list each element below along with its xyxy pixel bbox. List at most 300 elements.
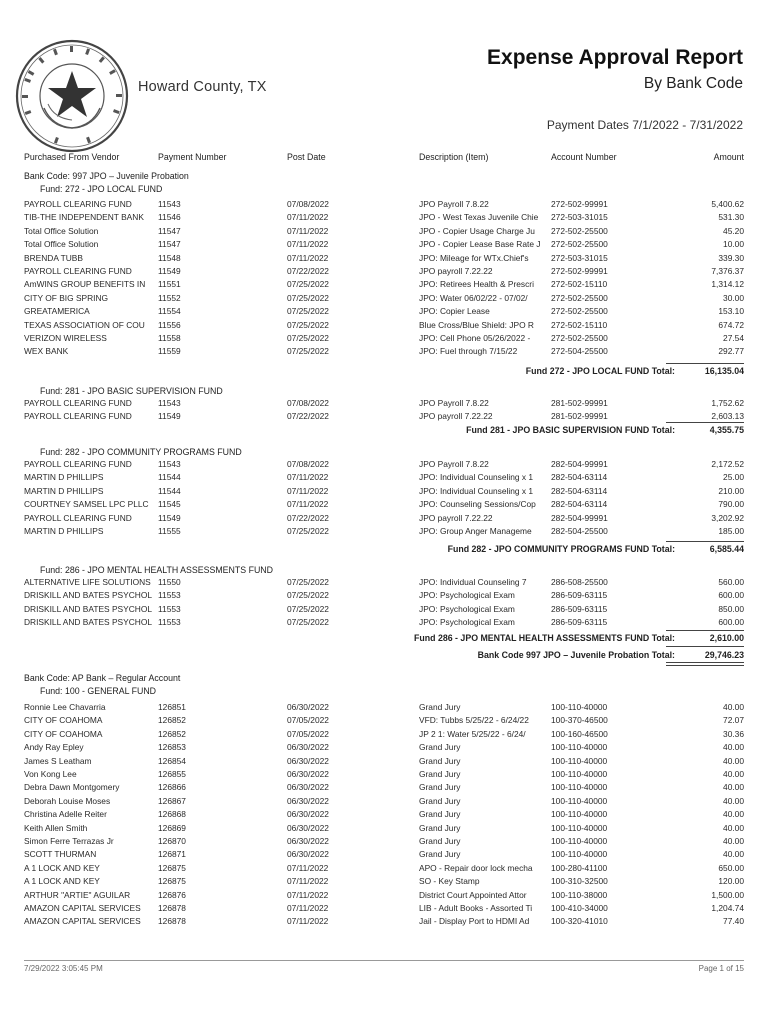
- vendor-name: SCOTT THURMAN: [24, 849, 97, 860]
- amount: 40.00: [723, 702, 744, 712]
- item-description: Grand Jury: [419, 742, 461, 753]
- fund-total-label: Fund 272 - JPO LOCAL FUND Total:: [525, 366, 675, 376]
- post-date: 07/25/2022: [287, 292, 329, 303]
- account-number: 282-504-63114: [551, 472, 608, 483]
- item-description: JPO: Individual Counseling x 1: [419, 472, 534, 483]
- post-date: 06/30/2022: [287, 836, 329, 846]
- account-number: 100-320-41010: [551, 916, 608, 927]
- item-description: Grand Jury: [419, 702, 461, 712]
- payment-number: 126852: [158, 715, 186, 726]
- item-description: Blue Cross/Blue Shield: JPO R: [419, 319, 534, 330]
- amount: 185.00: [718, 526, 744, 536]
- vendor-name: TIB-THE INDEPENDENT BANK: [24, 212, 144, 223]
- fund-total-amount: 6,585.44: [709, 544, 744, 554]
- payment-number: 11553: [158, 617, 181, 628]
- amount: 40.00: [723, 782, 744, 793]
- account-number: 286-509-63115: [551, 603, 608, 614]
- col-header-payment-number: Payment Number: [158, 152, 227, 162]
- post-date: 06/30/2022: [287, 809, 329, 820]
- item-description: Grand Jury: [419, 849, 461, 860]
- payment-number: 126855: [158, 769, 186, 779]
- subtotal-rule: [666, 422, 744, 423]
- vendor-name: BRENDA TUBB: [24, 252, 83, 263]
- amount: 1,204.74: [711, 903, 744, 913]
- payment-number: 11559: [158, 346, 181, 357]
- table-row: [0, 199, 770, 212]
- amount: 153.10: [718, 306, 744, 317]
- item-description: JPO: Counseling Sessions/Cop: [419, 499, 536, 510]
- vendor-name: AMAZON CAPITAL SERVICES: [24, 903, 141, 913]
- post-date: 07/25/2022: [287, 617, 329, 628]
- payment-number: 126866: [158, 782, 186, 793]
- account-number: 272-502-25500: [551, 333, 608, 343]
- vendor-name: Deborah Louise Moses: [24, 795, 111, 806]
- table-row: [0, 346, 770, 359]
- fund-label: Fund: 286 - JPO MENTAL HEALTH ASSESSMENTS FUND: [40, 565, 274, 575]
- amount: 7,376.37: [711, 266, 744, 276]
- amount: 850.00: [718, 603, 744, 614]
- table-row: [0, 526, 770, 539]
- table-row: [0, 823, 770, 836]
- payment-number: 126875: [158, 862, 186, 873]
- account-number: 100-310-32500: [551, 876, 608, 887]
- post-date: 06/30/2022: [287, 769, 329, 779]
- account-number: 272-502-25500: [551, 306, 608, 317]
- amount: 560.00: [718, 577, 744, 587]
- payment-number: 11551: [158, 279, 181, 290]
- table-row: [0, 293, 770, 306]
- amount: 2,603.13: [711, 411, 744, 422]
- col-header-account-number: Account Number: [551, 152, 617, 162]
- amount: 790.00: [718, 499, 744, 510]
- amount: 40.00: [723, 849, 744, 860]
- vendor-name: Total Office Solution: [24, 239, 99, 250]
- vendor-name: WEX BANK: [24, 346, 69, 357]
- bank-total-label: Bank Code 997 JPO – Juvenile Probation Total:: [477, 650, 675, 660]
- fund-label: Fund: 281 - JPO BASIC SUPERVISION FUND: [40, 386, 223, 396]
- amount: 600.00: [718, 590, 744, 601]
- vendor-name: CITY OF BIG SPRING: [24, 292, 109, 303]
- amount: 40.00: [723, 755, 744, 766]
- account-number: 272-502-25500: [551, 292, 608, 303]
- post-date: 07/11/2022: [287, 499, 329, 510]
- account-number: 100-110-40000: [551, 822, 608, 833]
- item-description: Grand Jury: [419, 782, 461, 793]
- vendor-name: GREATAMERICA: [24, 306, 90, 317]
- item-description: Grand Jury: [419, 836, 461, 846]
- post-date: 07/11/2022: [287, 876, 329, 887]
- vendor-name: PAYROLL CLEARING FUND: [24, 199, 132, 209]
- payment-number: 11547: [158, 239, 181, 250]
- item-description: JP 2 1: Water 5/25/22 - 6/24/: [419, 728, 526, 739]
- post-date: 07/25/2022: [287, 590, 329, 601]
- post-date: 07/22/2022: [287, 266, 329, 276]
- table-row: [0, 472, 770, 485]
- vendor-name: CITY OF COAHOMA: [24, 715, 103, 726]
- amount: 40.00: [723, 742, 744, 753]
- account-number: 286-509-63115: [551, 590, 608, 601]
- post-date: 07/25/2022: [287, 346, 329, 357]
- post-date: 07/11/2022: [287, 889, 329, 900]
- amount: 40.00: [723, 836, 744, 846]
- account-number: 282-504-63114: [551, 499, 608, 510]
- post-date: 06/30/2022: [287, 795, 329, 806]
- item-description: VFD: Tubbs 5/25/22 - 6/24/22: [419, 715, 529, 726]
- payment-number: 126875: [158, 876, 186, 887]
- payment-number: 126854: [158, 755, 186, 766]
- item-description: JPO Payroll 7.8.22: [419, 459, 489, 469]
- account-number: 286-508-25500: [551, 577, 608, 587]
- table-row: [0, 890, 770, 903]
- vendor-name: MARTIN D PHILLIPS: [24, 526, 104, 536]
- item-description: APO - Repair door lock mecha: [419, 862, 533, 873]
- account-number: 100-370-46500: [551, 715, 608, 726]
- vendor-name: CITY OF COAHOMA: [24, 728, 103, 739]
- account-number: 100-110-40000: [551, 809, 608, 820]
- fund-total-label: Fund 286 - JPO MENTAL HEALTH ASSESSMENTS FUND Total:: [414, 633, 675, 643]
- vendor-name: TEXAS ASSOCIATION OF COU: [24, 319, 145, 330]
- post-date: 07/11/2022: [287, 225, 329, 236]
- vendor-name: James S Leatham: [24, 755, 92, 766]
- account-number: 100-110-38000: [551, 889, 608, 900]
- post-date: 07/05/2022: [287, 728, 329, 739]
- account-number: 100-110-40000: [551, 782, 608, 793]
- amount: 10.00: [723, 239, 744, 250]
- fund-total-amount: 2,610.00: [709, 633, 744, 643]
- vendor-name: ALTERNATIVE LIFE SOLUTIONS: [24, 577, 151, 587]
- post-date: 07/25/2022: [287, 319, 329, 330]
- table-row: [0, 486, 770, 499]
- account-number: 272-502-25500: [551, 225, 608, 236]
- vendor-name: Ronnie Lee Chavarria: [24, 702, 106, 712]
- item-description: Grand Jury: [419, 809, 461, 820]
- account-number: 282-504-99991: [551, 459, 608, 469]
- account-number: 100-110-40000: [551, 742, 608, 753]
- col-header-description: Description (Item): [419, 152, 489, 162]
- vendor-name: VERIZON WIRELESS: [24, 333, 107, 343]
- amount: 27.54: [723, 333, 744, 343]
- account-number: 100-110-40000: [551, 755, 608, 766]
- post-date: 07/08/2022: [287, 398, 329, 408]
- payment-number: 11552: [158, 292, 181, 303]
- account-number: 272-503-31015: [551, 212, 608, 223]
- amount: 77.40: [723, 916, 744, 927]
- account-number: 282-504-99991: [551, 512, 608, 523]
- account-number: 281-502-99991: [551, 411, 608, 422]
- table-row: [0, 863, 770, 876]
- amount: 40.00: [723, 769, 744, 779]
- report-subtitle: By Bank Code: [643, 75, 743, 92]
- post-date: 07/11/2022: [287, 916, 329, 927]
- vendor-name: COURTNEY SAMSEL LPC PLLC: [24, 499, 149, 510]
- payment-number: 11543: [158, 459, 181, 469]
- payment-number: 126853: [158, 742, 186, 753]
- payment-number: 11556: [158, 319, 181, 330]
- item-description: JPO - West Texas Juvenile Chie: [419, 212, 539, 223]
- vendor-name: ARTHUR "ARTIE" AGUILAR: [24, 889, 131, 900]
- fund-total-label: Fund 281 - JPO BASIC SUPERVISION FUND Total:: [466, 425, 675, 435]
- vendor-name: Christina Adelle Reiter: [24, 809, 107, 820]
- account-number: 100-410-34000: [551, 903, 608, 913]
- post-date: 06/30/2022: [287, 702, 329, 712]
- account-number: 286-509-63115: [551, 617, 608, 628]
- table-row: [0, 499, 770, 512]
- payment-number: 11554: [158, 306, 181, 317]
- vendor-name: Von Kong Lee: [24, 769, 77, 779]
- fund-label: Fund: 100 - GENERAL FUND: [40, 686, 157, 696]
- table-row: [0, 782, 770, 795]
- post-date: 07/11/2022: [287, 212, 329, 223]
- post-date: 07/08/2022: [287, 199, 329, 209]
- vendor-name: PAYROLL CLEARING FUND: [24, 411, 132, 422]
- subtotal-rule: [666, 363, 744, 364]
- account-number: 272-502-15110: [551, 279, 608, 290]
- fund-label: Fund: 282 - JPO COMMUNITY PROGRAMS FUND: [40, 447, 242, 457]
- print-timestamp: 7/29/2022 3:05:45 PM: [24, 964, 103, 973]
- item-description: JPO: Fuel through 7/15/22: [419, 346, 518, 357]
- payment-number: 126851: [158, 702, 186, 712]
- item-description: JPO Payroll 7.8.22: [419, 398, 489, 408]
- table-row: [0, 715, 770, 728]
- post-date: 07/22/2022: [287, 411, 329, 422]
- vendor-name: Debra Dawn Montgomery: [24, 782, 120, 793]
- amount: 650.00: [718, 862, 744, 873]
- item-description: JPO payroll 7.22.22: [419, 411, 493, 422]
- item-description: JPO: Cell Phone 05/26/2022 -: [419, 333, 531, 343]
- post-date: 07/11/2022: [287, 252, 329, 263]
- amount: 1,500.00: [711, 889, 744, 900]
- amount: 2,172.52: [711, 459, 744, 469]
- item-description: JPO Payroll 7.8.22: [419, 199, 489, 209]
- table-row: [0, 903, 770, 916]
- item-description: JPO: Individual Counseling x 1: [419, 485, 534, 496]
- post-date: 06/30/2022: [287, 782, 329, 793]
- post-date: 07/11/2022: [287, 862, 329, 873]
- post-date: 07/25/2022: [287, 306, 329, 317]
- payment-number: 126878: [158, 916, 186, 927]
- bank-total-amount: 29,746.23: [704, 650, 744, 660]
- post-date: 06/30/2022: [287, 822, 329, 833]
- item-description: JPO: Psychological Exam: [419, 590, 515, 601]
- vendor-name: Simon Ferre Terrazas Jr: [24, 836, 114, 846]
- item-description: JPO payroll 7.22.22: [419, 266, 493, 276]
- post-date: 07/25/2022: [287, 333, 329, 343]
- post-date: 07/11/2022: [287, 239, 329, 250]
- amount: 40.00: [723, 822, 744, 833]
- vendor-name: DRISKILL AND BATES PSYCHOL: [24, 603, 152, 614]
- amount: 1,314.12: [711, 279, 744, 290]
- subtotal-rule: [666, 630, 744, 631]
- amount: 25.00: [723, 472, 744, 483]
- table-row: [0, 769, 770, 782]
- table-row: [0, 333, 770, 346]
- table-row: [0, 756, 770, 769]
- account-number: 282-504-25500: [551, 526, 608, 536]
- table-row: [0, 590, 770, 603]
- vendor-name: AmWINS GROUP BENEFITS IN: [24, 279, 146, 290]
- table-row: [0, 809, 770, 822]
- amount: 5,400.62: [711, 199, 744, 209]
- payment-number: 11543: [158, 398, 181, 408]
- post-date: 07/25/2022: [287, 603, 329, 614]
- amount: 30.36: [723, 728, 744, 739]
- vendor-name: PAYROLL CLEARING FUND: [24, 266, 132, 276]
- payment-number: 126867: [158, 795, 186, 806]
- table-row: [0, 239, 770, 252]
- vendor-name: Keith Allen Smith: [24, 822, 88, 833]
- payment-number: 11550: [158, 577, 181, 587]
- vendor-name: PAYROLL CLEARING FUND: [24, 512, 132, 523]
- payment-number: 11544: [158, 472, 181, 483]
- amount: 40.00: [723, 795, 744, 806]
- payment-number: 11549: [158, 266, 181, 276]
- table-row: [0, 742, 770, 755]
- bank-code-label: Bank Code: AP Bank – Regular Account: [24, 673, 181, 683]
- bank-total-rule: [666, 646, 744, 647]
- table-row: [0, 411, 770, 424]
- payment-number: 126852: [158, 728, 186, 739]
- item-description: Grand Jury: [419, 822, 461, 833]
- vendor-name: A 1 LOCK AND KEY: [24, 876, 100, 887]
- amount: 674.72: [718, 319, 744, 330]
- table-row: [0, 398, 770, 411]
- table-row: [0, 617, 770, 630]
- account-number: 100-280-41100: [551, 862, 608, 873]
- post-date: 06/30/2022: [287, 742, 329, 753]
- bank-code-label: Bank Code: 997 JPO – Juvenile Probation: [24, 171, 189, 181]
- amount: 40.00: [723, 809, 744, 820]
- post-date: 07/08/2022: [287, 459, 329, 469]
- item-description: LIB - Adult Books - Assorted Ti: [419, 903, 533, 913]
- item-description: JPO - Copier Lease Base Rate J: [419, 239, 541, 250]
- table-row: [0, 916, 770, 929]
- table-row: [0, 306, 770, 319]
- item-description: Grand Jury: [419, 755, 461, 766]
- table-row: [0, 796, 770, 809]
- table-row: [0, 459, 770, 472]
- item-description: JPO: Mileage for WTx.Chief's: [419, 252, 529, 263]
- item-description: Jail - Display Port to HDMI Ad: [419, 916, 530, 927]
- item-description: JPO - Copier Usage Charge Ju: [419, 225, 535, 236]
- account-number: 100-110-40000: [551, 849, 608, 860]
- vendor-name: AMAZON CAPITAL SERVICES: [24, 916, 141, 927]
- payment-number: 11558: [158, 333, 181, 343]
- amount: 3,202.92: [711, 512, 744, 523]
- amount: 30.00: [723, 292, 744, 303]
- table-row: [0, 266, 770, 279]
- post-date: 07/11/2022: [287, 903, 329, 913]
- account-number: 272-503-31015: [551, 252, 608, 263]
- vendor-name: Total Office Solution: [24, 225, 99, 236]
- post-date: 07/25/2022: [287, 526, 329, 536]
- post-date: 07/25/2022: [287, 577, 329, 587]
- payment-number: 11547: [158, 225, 181, 236]
- account-number: 100-110-40000: [551, 769, 608, 779]
- vendor-name: DRISKILL AND BATES PSYCHOL: [24, 590, 152, 601]
- vendor-name: A 1 LOCK AND KEY: [24, 862, 100, 873]
- table-row: [0, 702, 770, 715]
- post-date: 07/25/2022: [287, 279, 329, 290]
- vendor-name: MARTIN D PHILLIPS: [24, 485, 104, 496]
- item-description: Grand Jury: [419, 795, 461, 806]
- item-description: JPO: Copier Lease: [419, 306, 490, 317]
- vendor-name: PAYROLL CLEARING FUND: [24, 398, 132, 408]
- payment-number: 11548: [158, 252, 181, 263]
- item-description: JPO: Retirees Health & Prescri: [419, 279, 534, 290]
- table-row: [0, 604, 770, 617]
- amount: 531.30: [718, 212, 744, 223]
- amount: 600.00: [718, 617, 744, 628]
- account-number: 272-502-99991: [551, 199, 608, 209]
- table-row: [0, 836, 770, 849]
- amount: 210.00: [718, 485, 744, 496]
- payment-number: 11545: [158, 499, 181, 510]
- vendor-name: Andy Ray Epley: [24, 742, 84, 753]
- col-header-vendor: Purchased From Vendor: [24, 152, 120, 162]
- payment-number: 11555: [158, 526, 181, 536]
- table-row: [0, 320, 770, 333]
- payment-date-range: Payment Dates 7/1/2022 - 7/31/2022: [546, 118, 743, 132]
- vendor-name: PAYROLL CLEARING FUND: [24, 459, 132, 469]
- payment-number: 11549: [158, 512, 181, 523]
- county-name: Howard County, TX: [138, 79, 267, 95]
- item-description: JPO: Water 06/02/22 - 07/02/: [419, 292, 528, 303]
- payment-number: 11544: [158, 485, 181, 496]
- table-row: [0, 876, 770, 889]
- item-description: JPO: Psychological Exam: [419, 617, 515, 628]
- table-row: [0, 279, 770, 292]
- fund-total-amount: 4,355.75: [709, 425, 744, 435]
- payment-number: 11553: [158, 590, 181, 601]
- account-number: 272-504-25500: [551, 346, 608, 357]
- footer-divider: [24, 960, 744, 961]
- account-number: 100-110-40000: [551, 795, 608, 806]
- item-description: Grand Jury: [419, 769, 461, 779]
- payment-number: 126871: [158, 849, 186, 860]
- account-number: 282-504-63114: [551, 485, 608, 496]
- item-description: JPO: Psychological Exam: [419, 603, 515, 614]
- item-description: JPO: Individual Counseling 7: [419, 577, 527, 587]
- post-date: 07/05/2022: [287, 715, 329, 726]
- subtotal-rule: [666, 541, 744, 542]
- payment-number: 126876: [158, 889, 186, 900]
- amount: 1,752.62: [711, 398, 744, 408]
- table-row: [0, 849, 770, 862]
- payment-number: 11546: [158, 212, 181, 223]
- account-number: 272-502-99991: [551, 266, 608, 276]
- post-date: 06/30/2022: [287, 755, 329, 766]
- post-date: 07/22/2022: [287, 512, 329, 523]
- report-title: Expense Approval Report: [487, 46, 743, 69]
- amount: 45.20: [723, 225, 744, 236]
- item-description: SO - Key Stamp: [419, 876, 480, 887]
- payment-number: 126869: [158, 822, 186, 833]
- table-row: [0, 212, 770, 225]
- account-number: 272-502-15110: [551, 319, 608, 330]
- table-row: [0, 513, 770, 526]
- post-date: 06/30/2022: [287, 849, 329, 860]
- table-row: [0, 729, 770, 742]
- vendor-name: DRISKILL AND BATES PSYCHOL: [24, 617, 152, 628]
- county-seal-logo: [14, 38, 130, 154]
- vendor-name: MARTIN D PHILLIPS: [24, 472, 104, 483]
- post-date: 07/11/2022: [287, 485, 329, 496]
- page-number: Page 1 of 15: [698, 964, 744, 973]
- payment-number: 126878: [158, 903, 186, 913]
- account-number: 272-502-25500: [551, 239, 608, 250]
- table-row: [0, 577, 770, 590]
- fund-label: Fund: 272 - JPO LOCAL FUND: [40, 184, 163, 194]
